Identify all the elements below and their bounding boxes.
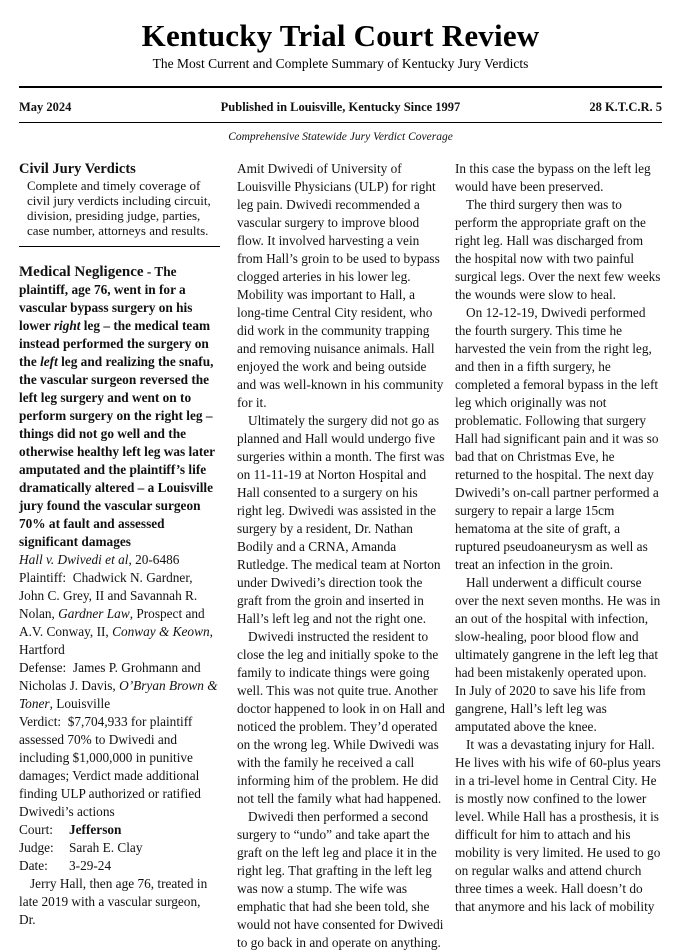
plaintiff-label: Plaintiff: — [19, 570, 67, 585]
defense-city: , Louisville — [49, 696, 111, 711]
date-label: Date: — [19, 858, 48, 873]
body-paragraph: In this case the bypass on the left leg would have been preserved. — [455, 161, 651, 194]
sidebar-box-title: Civil Jury Verdicts — [19, 161, 136, 177]
body-paragraph: Dwivedi then performed a second surgery to “undo” and take apart the graft on the left leg and place it in the right leg. That grafting in the left leg was now a stump. The wife was emphatic that had she been told, she would not have consented for Dwivedi to go back in and operate on anything. — [237, 809, 444, 950]
verdict-text: $7,704,933 for plaintiff assessed 70% to Dwivedi and including $1,000,000 in punitive damages; Verdict made additional finding ULP authorized or ratified Dwivedi’s actions — [19, 714, 201, 819]
sidebar-box-rule — [19, 246, 220, 247]
publication-subtitle: The Most Current and Complete Summary of Kentucky Jury Verdicts — [152, 56, 529, 71]
defense-label: Defense: — [19, 660, 67, 675]
headline-left: left — [40, 354, 58, 369]
body-paragraph: Ultimately the surgery did not go as planned and Hall would undergo five surgeries within a month. The first was on 11-11-19 at Norton Hospital and Hall consented to a surgery on his right leg. Dwivedi was assisted in the surgery by a resident, Dr. Nathan Bodily and a CRNA, Amanda Rutledge. The medical team at Norton under Dwivedi’s direction took the graft from the groin and inserted in Hall’s left leg and not the right one. — [237, 413, 445, 626]
column-3 — [455, 160, 661, 916]
body-paragraph: Jerry Hall, then age 76, treated in late 2019 with a vascular surgeon, Dr. — [19, 876, 208, 927]
case-name: Hall v. Dwivedi et al — [19, 552, 129, 567]
plaintiff-firm-1: Gardner Law — [58, 606, 130, 621]
body-paragraph: Dwivedi instructed the resident to close the leg and initially spoke to the family to indicate things were going well. This was not quite true. Another doctor happened to look in on Hall and noticed the problem. They’d operated on the wrong leg. While Dwivedi was with the family he received a call informing him of the problem. He did not tell the family what had happened. — [237, 629, 445, 806]
headline-part-2: leg – the medical team instead performed the surgery on the — [19, 318, 211, 369]
plaintiff-names: Chadwick N. Gardner, John C. Grey, II and Savannah R. Nolan, — [19, 570, 198, 621]
defense-names: James P. Grohmann and Nicholas J. Davis, — [19, 660, 201, 693]
header-rule-bottom — [19, 122, 662, 123]
body-paragraph: On 12-12-19, Dwivedi performed the fourth surgery. This time he harvested the vein from the right leg, and then in a fifth surgery, he completed a femoral bypass in the left leg which originally was not problematic. Following that surgery Hall had significant pain and it was so bad that on Christmas Eve, he returned to the hospital. The next day Dwivedi’s on-call partner performed a surgery to repair a large 15cm hematoma at the site of graft, a ruptured pseudoaneurysm as well as treat an infection in the groin. — [455, 305, 659, 572]
tagline: Comprehensive Statewide Jury Verdict Coverage — [228, 131, 453, 143]
case-category: Medical Negligence — [19, 264, 144, 280]
case-headline: Medical Negligence - The plaintiff, age 76, went in for a vascular bypass surgery on his lower right leg – the medical team instead performed the surgery on the left leg and realizing the snafu, the vascular surgeon reversed the left leg surgery and went on to perform surgery on the right leg – things did not go well and the otherwise healthy left leg was later amputated and the plaintiff’s life dramatically altered – a Louisville jury found the vascular surgeon 70% at fault and assessed significant damages — [19, 264, 215, 549]
column-2 — [237, 160, 446, 952]
body-paragraph: Hall underwent a difficult course over the next seven months. He was in an out of the hospital with infection, slow-healing, poor blood flow and ultimately gangrene in the left leg that had been mistakenly operated upon. In July of 2020 to save his life from gangrene, Hall’s left leg was amputated above the knee. — [455, 575, 661, 734]
publication-title: Kentucky Trial Court Review — [141, 18, 540, 53]
body-paragraph: Amit Dwivedi of University of Louisville Physicians (ULP) for right leg pain. Dwivedi recommended a vascular surgery to improve blood flow. It involved harvesting a vein from Hall’s groin to be used to bypass clogged arteries in his lower leg. Mobility was important to Hall, a long-time Central City resident, who did work in the community trapping and removing nuisance animals. Hall enjoyed the work and being outside and was well-known in his community for it. — [237, 161, 444, 410]
volume-citation: 28 K.T.C.R. 5 — [589, 100, 662, 114]
header-rule-top — [19, 86, 662, 88]
issue-date: May 2024 — [19, 100, 72, 114]
verdict-label: Verdict: — [19, 714, 62, 729]
plaintiff-mid: , Prospect and A.V. Conway, II, — [19, 606, 205, 639]
sidebar-box-body: Complete and timely coverage of civil jury verdicts including circuit, division, presiding judge, parties, case number, attorneys and results. — [27, 178, 211, 238]
body-paragraph: It was a devastating injury for Hall. He lives with his wife of 60-plus years in a tri-level home in Central City. He is mostly now confined to the lower level. While Hall has a prosthesis, it is difficult for him to attach and his mobility is very limited. He used to go on regular walks and attend church three times a week. Hall doesn’t do that anymore and his lack of mobility — [455, 737, 661, 914]
headline-right: right — [53, 318, 81, 333]
verdict — [19, 713, 220, 821]
case-caption — [19, 551, 220, 569]
judge-row — [19, 839, 220, 857]
body-paragraph: The third surgery then was to perform the appropriate graft on the right leg. Hall was discharged from the hospital now with two painful surgical legs. Over the next few weeks the wounds were slow to heal. — [455, 197, 661, 302]
case-number: , 20-6486 — [128, 552, 180, 567]
court-row — [19, 821, 220, 839]
defense-firm: O’Bryan Brown & Toner — [19, 678, 218, 711]
plaintiff-firm-2: Conway & Keown — [112, 624, 210, 639]
date-value: 3-29-24 — [69, 858, 112, 873]
judge-value: Sarah E. Clay — [69, 840, 143, 855]
defense-counsel — [19, 659, 220, 713]
published-line: Published in Louisville, Kentucky Since 1997 — [220, 100, 461, 114]
headline-part-1: The plaintiff, age 76, went in for a vascular bypass surgery on his lower — [19, 264, 193, 333]
issue-info-bar — [19, 100, 662, 116]
judge-label: Judge: — [19, 840, 54, 855]
headline-part-3: leg and realizing the snafu, the vascular surgeon reversed the left leg surgery and went on to perform surgery on the right leg – things did not go well and the otherwise healthy left leg was later amputated and the plaintiff’s life dramatically altered – a Louisville jury found the vascular surgeon 70% at fault and assessed significant damages — [19, 354, 215, 549]
court-label: Court: — [19, 822, 53, 837]
plaintiff-counsel — [19, 569, 220, 659]
date-row — [19, 857, 220, 875]
plaintiff-city: , Hartford — [19, 624, 213, 657]
court-value: Jefferson — [69, 822, 122, 837]
column-1 — [19, 160, 220, 929]
